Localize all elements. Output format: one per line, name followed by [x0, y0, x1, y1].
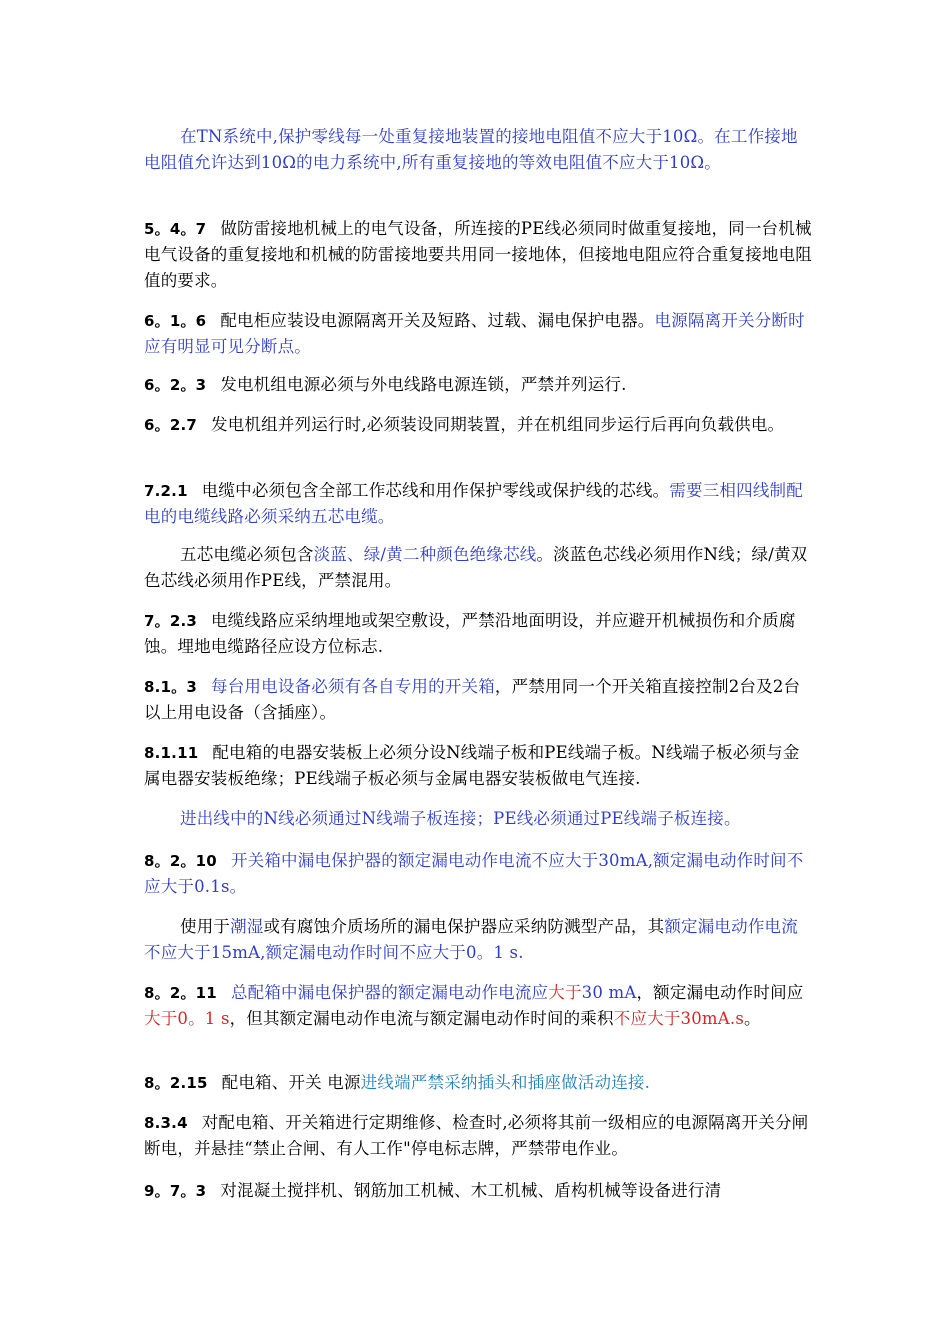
- paragraph-8-2-10: [144, 848, 814, 900]
- text-segment: 每台用电设备必须有各自专用的开关箱: [211, 677, 495, 696]
- paragraph-7-2-1: [144, 478, 814, 530]
- paragraph-6-2-3: [144, 372, 814, 398]
- paragraph-humid-locations: [144, 914, 814, 966]
- text-segment: 做防雷接地机械上的电气设备，所连接的PE线必须同时做重复接地，同一台机械电气设备的重复接地和机械的防雷接地要共用同一接地体，但接地电阻应符合重复接地电阻值的要求。: [144, 219, 812, 290]
- text-segment: ，额定漏电动作时间应: [636, 983, 804, 1002]
- paragraph-8-1-3: [144, 674, 814, 726]
- text-segment: 进出线中的N线必须通过N线端子板连接；PE线必须通过PE线端子板连接。: [180, 809, 741, 828]
- text-segment: 配电箱的电器安装板上必须分设N线端子板和PE线端子板。N线端子板必须与金属电器安装板绝缘；PE线端子板必须与金属电器安装板做电气连接.: [144, 743, 800, 788]
- clause-number: 8.1.11: [144, 744, 199, 762]
- clause-number: 5。4。7: [144, 220, 207, 238]
- text-segment: ，但其额定漏电动作电流与额定漏电动作时间的乘积: [229, 1009, 614, 1028]
- text-segment: 。: [744, 1009, 761, 1028]
- clause-number: 8.1。3: [144, 678, 198, 696]
- text-segment: 对混凝土搅拌机、钢筋加工机械、木工机械、盾构机械等设备进行清: [220, 1181, 722, 1200]
- clause-number: 8。2。11: [144, 984, 217, 1002]
- paragraph-8-3-4: [144, 1110, 814, 1162]
- text-segment: 30 mA: [581, 983, 637, 1002]
- text-segment: 开关箱中漏电保护器的额定漏电动作电流不应大于30mA,额定漏电动作时间不应大于0.1s。: [144, 851, 804, 896]
- paragraph-6-2-7: [144, 412, 814, 438]
- text-segment: 或有腐蚀介质场所的漏电保护器应采纳防溅型产品，其: [263, 917, 665, 936]
- paragraph-6-1-6: [144, 308, 814, 360]
- paragraph-7-2-3: [144, 608, 814, 660]
- text-segment: 电缆中必须包含全部工作芯线和用作保护零线或保护线的芯线。: [201, 481, 670, 500]
- text-segment: ，严禁用同一个开关箱直接控制2台及2台以上用电设备（含插座）。: [144, 677, 801, 722]
- paragraph-terminal-connection: [144, 806, 814, 832]
- text-segment: 使用于: [180, 917, 231, 936]
- text-segment: 淡蓝、绿/黄二种颜色绝缘芯线: [313, 545, 537, 564]
- clause-number: 7。2.3: [144, 612, 198, 630]
- paragraph-9-7-3: [144, 1178, 814, 1204]
- text-segment: 额定漏电动作电流不应大于15mA,额定漏电动作时间不应大于0。1 s.: [144, 917, 798, 962]
- paragraph-8-2-15: [144, 1070, 814, 1096]
- text-segment: 发电机组电源必须与外电线路电源连锁，严禁并列运行.: [220, 375, 627, 394]
- paragraph-tn-system: [144, 124, 814, 176]
- text-segment: 在TN系统中,保护零线每一处重复接地装置的接地电阻值不应大于10Ω。在工作接地电阻值允许达到10Ω的电力系统中,所有重复接地的等效电阻值不应大于10Ω。: [144, 127, 798, 172]
- clause-number: 8。2.15: [144, 1074, 208, 1092]
- text-segment: 电源隔离开关分断时应有明显可见分断点。: [144, 311, 805, 356]
- text-segment: 不应大于30mA.s: [613, 1009, 744, 1028]
- clause-number: 8。2。10: [144, 852, 217, 870]
- text-segment: 。淡蓝色芯线必须用作N线；绿/黄双色芯线必须用作PE线，严禁混用。: [144, 545, 808, 590]
- text-segment: 进线端严禁采纳插头和插座做活动连接.: [360, 1073, 651, 1092]
- paragraph-5-4-7: [144, 216, 814, 294]
- text-segment: 潮湿: [230, 917, 264, 936]
- paragraph-8-1-11: [144, 740, 814, 792]
- text-segment: 大于: [548, 983, 582, 1002]
- clause-number: 6。2。3: [144, 376, 207, 394]
- text-segment: 总配箱中漏电保护器的额定漏电动作电流应: [230, 983, 549, 1002]
- clause-number: 6。2.7: [144, 416, 198, 434]
- text-segment: 发电机组并列运行时,必须装设同期装置，并在机组同步运行后再向负载供电。: [211, 415, 785, 434]
- paragraph-8-2-11: [144, 980, 814, 1032]
- text-segment: 大于0。1 s: [144, 1009, 230, 1028]
- clause-number: 7.2.1: [144, 482, 188, 500]
- clause-number: 8.3.4: [144, 1114, 188, 1132]
- clause-number: 9。7。3: [144, 1182, 207, 1200]
- text-segment: 配电柜应装设电源隔离开关及短路、过载、漏电保护电器。: [220, 311, 655, 330]
- clause-number: 6。1。6: [144, 312, 207, 330]
- text-segment: 五芯电缆必须包含: [180, 545, 314, 564]
- text-segment: 需要三相四线制配电的电缆线路必须采纳五芯电缆。: [144, 481, 803, 526]
- text-segment: 电缆线路应采纳埋地或架空敷设，严禁沿地面明设，并应避开机械损伤和介质腐蚀。埋地电缆路径应设方位标志.: [144, 611, 796, 656]
- text-segment: 配电箱、开关 电源: [221, 1073, 361, 1092]
- paragraph-five-core-cable: [144, 542, 814, 594]
- text-segment: 对配电箱、开关箱进行定期维修、检查时,必须将其前一级相应的电源隔离开关分闸断电，并悬挂“禁止合闸、有人工作"停电标志牌，严禁带电作业。: [144, 1113, 809, 1158]
